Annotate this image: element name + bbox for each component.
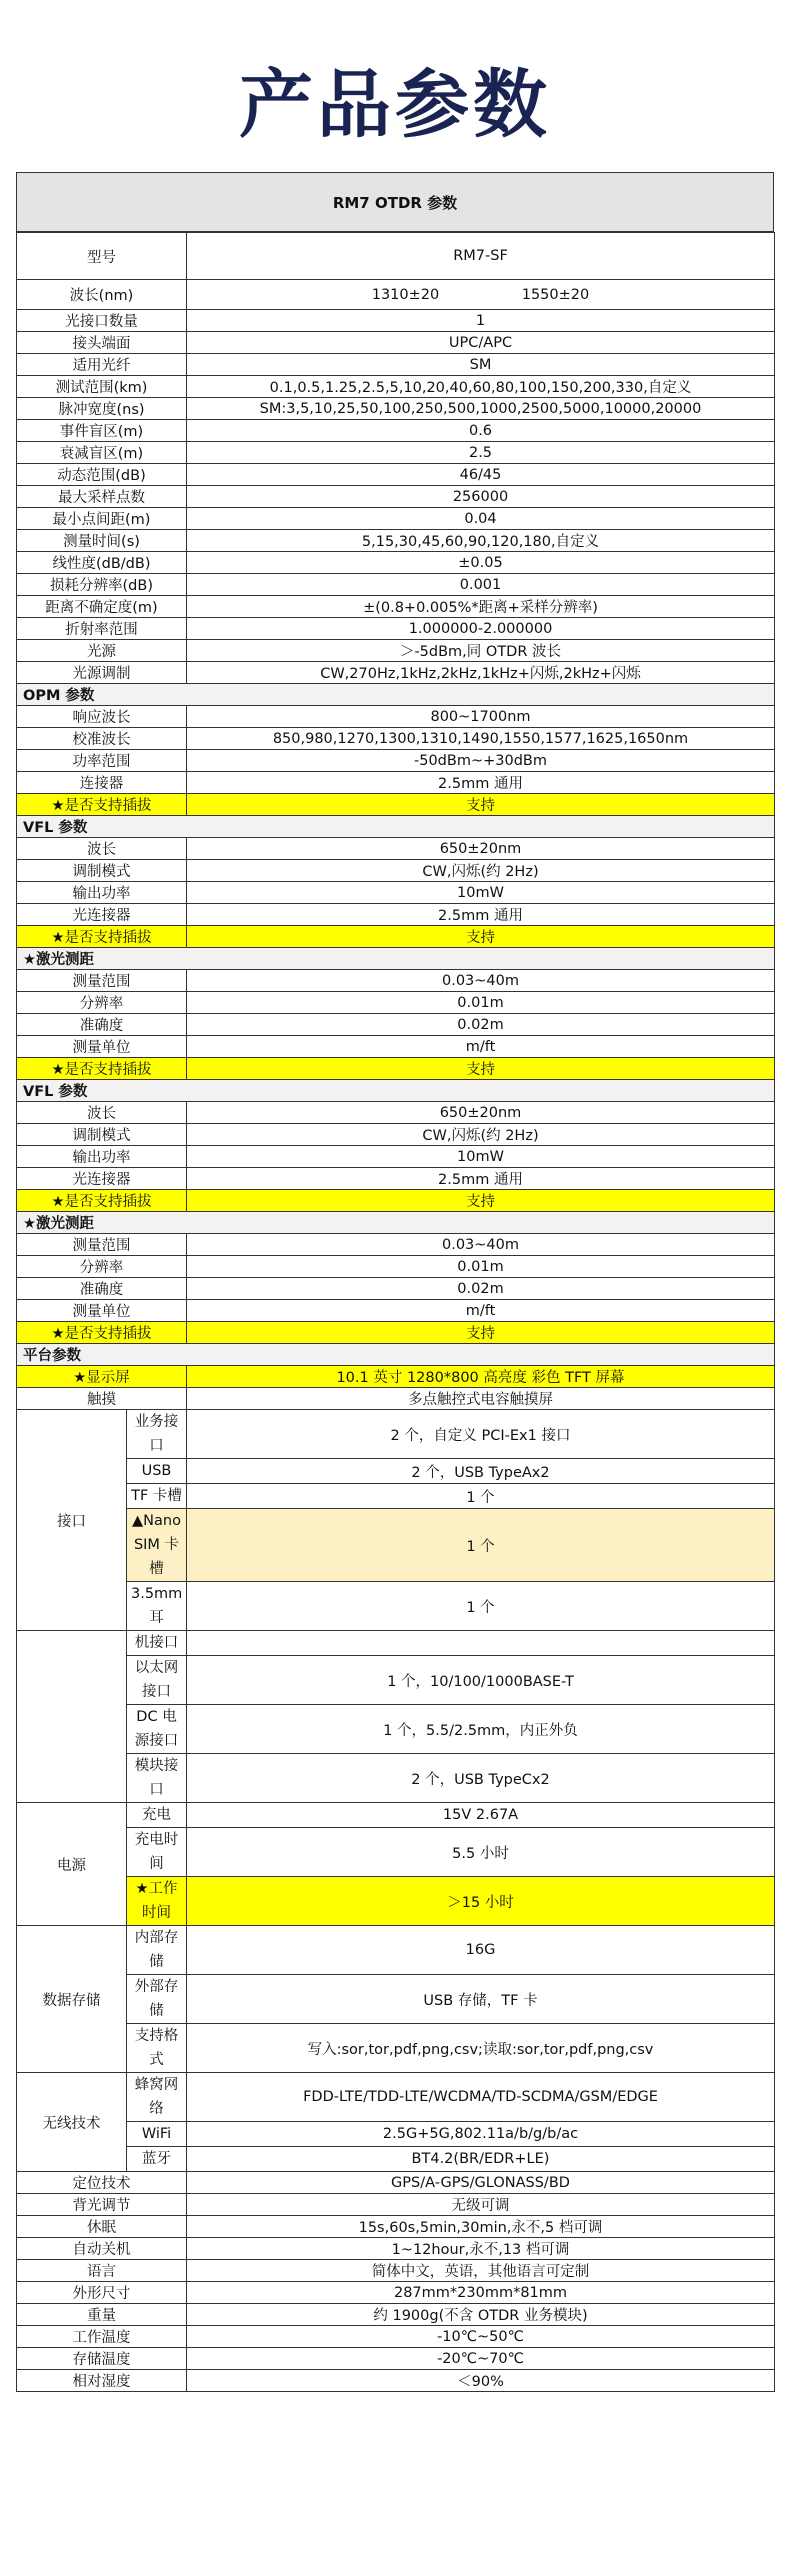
param-value: 5,15,30,45,60,90,120,180,自定义: [187, 530, 775, 552]
param-value: 1 个: [187, 1484, 775, 1509]
param-value: 650±20nm: [187, 1102, 775, 1124]
param-value: CW,270Hz,1kHz,2kHz,1kHz+闪烁,2kHz+闪烁: [187, 662, 775, 684]
table-row: [17, 1278, 775, 1300]
param-value: 0.04: [187, 508, 775, 530]
table-row: [17, 1926, 775, 1975]
wavelength-a: 1310±20: [371, 286, 440, 303]
table-row: [17, 376, 775, 398]
table-row: [17, 552, 775, 574]
group-label: 无线技术: [17, 2073, 127, 2172]
param-value: 10mW: [187, 882, 775, 904]
table-row: [17, 530, 775, 552]
param-value: 1~12hour,永不,13 档可调: [187, 2238, 775, 2260]
table-row: [17, 2348, 775, 2370]
param-value: -50dBm~+30dBm: [187, 750, 775, 772]
param-label: 背光调节: [17, 2194, 187, 2216]
param-value: 支持: [187, 1190, 775, 1212]
param-label: 调制模式: [17, 860, 187, 882]
param-label: 测试范围(km): [17, 376, 187, 398]
param-label: 分辨率: [17, 992, 187, 1014]
group-label: 数据存储: [17, 1926, 127, 2073]
sub-label: ▲Nano SIM 卡槽: [127, 1509, 187, 1582]
param-value: 支持: [187, 926, 775, 948]
param-value: 支持: [187, 1322, 775, 1344]
param-value: 0.6: [187, 420, 775, 442]
param-value: 650±20nm: [187, 838, 775, 860]
table-row: [17, 838, 775, 860]
param-value: 2.5G+5G,802.11a/b/g/b/ac: [187, 2122, 775, 2147]
sub-label: 机接口: [127, 1631, 187, 1656]
sub-label: 3.5mm 耳: [127, 1582, 187, 1631]
param-label: 光接口数量: [17, 310, 187, 332]
param-value: ±(0.8+0.005%*距离+采样分辨率): [187, 596, 775, 618]
table-row: [17, 728, 775, 750]
param-label: 存储温度: [17, 2348, 187, 2370]
param-value: 287mm*230mm*81mm: [187, 2282, 775, 2304]
param-value: 多点触控式电容触摸屏: [187, 1388, 775, 1410]
sub-label: TF 卡槽: [127, 1484, 187, 1509]
param-label: 输出功率: [17, 882, 187, 904]
table-row: [17, 1877, 775, 1926]
param-label: 脉冲宽度(ns): [17, 398, 187, 420]
param-label: 测量范围: [17, 970, 187, 992]
param-label: 波长(nm): [17, 280, 187, 310]
wavelength-b: 1550±20: [521, 286, 590, 303]
table-row: [17, 508, 775, 530]
param-label: 测量范围: [17, 1234, 187, 1256]
table-row: [17, 640, 775, 662]
param-label: 定位技术: [17, 2172, 187, 2194]
param-label: 测量单位: [17, 1300, 187, 1322]
table-row: [17, 1168, 775, 1190]
table-row: [17, 1014, 775, 1036]
param-value: 0.03~40m: [187, 970, 775, 992]
param-value: -20℃~70℃: [187, 2348, 775, 2370]
table-row: [17, 2147, 775, 2172]
param-value: ±0.05: [187, 552, 775, 574]
table-row: [17, 354, 775, 376]
sub-label: DC 电源接口: [127, 1705, 187, 1754]
param-value: 1 个，5.5/2.5mm，内正外负: [187, 1705, 775, 1754]
param-value: ＜90%: [187, 2370, 775, 2392]
param-value: 2 个，自定义 PCI-Ex1 接口: [187, 1410, 775, 1459]
table-row: [17, 280, 775, 310]
param-value: 5.5 小时: [187, 1828, 775, 1877]
table-row: [17, 816, 775, 838]
param-value: [187, 280, 775, 310]
param-label: 校准波长: [17, 728, 187, 750]
sub-label: ★工作时间: [127, 1877, 187, 1926]
param-label: ★是否支持插拔: [17, 794, 187, 816]
table-row: [17, 442, 775, 464]
param-label: 距离不确定度(m): [17, 596, 187, 618]
table-row: [17, 1344, 775, 1366]
param-value: 0.02m: [187, 1278, 775, 1300]
sub-label: 支持格式: [127, 2024, 187, 2073]
table-row: [17, 310, 775, 332]
param-value: RM7-SF: [187, 233, 775, 280]
param-value: UPC/APC: [187, 332, 775, 354]
param-value: CW,闪烁(约 2Hz): [187, 860, 775, 882]
param-value: USB 存储，TF 卡: [187, 1975, 775, 2024]
param-value: ＞-5dBm,同 OTDR 波长: [187, 640, 775, 662]
param-value: 0.03~40m: [187, 1234, 775, 1256]
section-title: OPM 参数: [17, 684, 775, 706]
table-row: [17, 398, 775, 420]
section-title: VFL 参数: [17, 816, 775, 838]
param-label: 响应波长: [17, 706, 187, 728]
table-row: [17, 2304, 775, 2326]
param-label: 光连接器: [17, 904, 187, 926]
table-row: [17, 1388, 775, 1410]
table-row: [17, 1484, 775, 1509]
param-label: 外形尺寸: [17, 2282, 187, 2304]
param-value: 256000: [187, 486, 775, 508]
table-row: [17, 772, 775, 794]
table-row: [17, 464, 775, 486]
param-label: 自动关机: [17, 2238, 187, 2260]
sub-label: 蓝牙: [127, 2147, 187, 2172]
param-value: [187, 1631, 775, 1656]
table-row: [17, 1256, 775, 1278]
param-label: 波长: [17, 838, 187, 860]
table-row: [17, 706, 775, 728]
table-row: [17, 1146, 775, 1168]
param-label: 动态范围(dB): [17, 464, 187, 486]
table-header: RM7 OTDR 参数: [16, 172, 774, 232]
table-row: [17, 420, 775, 442]
param-label: 准确度: [17, 1014, 187, 1036]
param-value: 2.5: [187, 442, 775, 464]
table-row: [17, 948, 775, 970]
param-value: 0.02m: [187, 1014, 775, 1036]
table-row: [17, 2122, 775, 2147]
sub-label: 业务接口: [127, 1410, 187, 1459]
table-row: [17, 596, 775, 618]
sub-label: 蜂窝网络: [127, 2073, 187, 2122]
param-value: 800~1700nm: [187, 706, 775, 728]
param-value: 10.1 英寸 1280*800 高亮度 彩色 TFT 屏幕: [187, 1366, 775, 1388]
group-label: [17, 1631, 127, 1803]
table-row: [17, 904, 775, 926]
table-row: [17, 1234, 775, 1256]
param-label: 输出功率: [17, 1146, 187, 1168]
param-label: 相对湿度: [17, 2370, 187, 2392]
param-label: 衰减盲区(m): [17, 442, 187, 464]
table-row: [17, 2260, 775, 2282]
param-label: 光连接器: [17, 1168, 187, 1190]
table-row: [17, 970, 775, 992]
table-row: [17, 574, 775, 596]
param-value: 2.5mm 通用: [187, 772, 775, 794]
param-value: 支持: [187, 1058, 775, 1080]
param-label: 准确度: [17, 1278, 187, 1300]
param-label: 折射率范围: [17, 618, 187, 640]
param-label: ★是否支持插拔: [17, 926, 187, 948]
table-row: [17, 1828, 775, 1877]
param-value: 1 个，10/100/1000BASE-T: [187, 1656, 775, 1705]
section-title: ★激光测距: [17, 1212, 775, 1234]
table-row: [17, 332, 775, 354]
param-value: 1: [187, 310, 775, 332]
param-value: SM: [187, 354, 775, 376]
param-label: 型号: [17, 233, 187, 280]
param-label: 语言: [17, 2260, 187, 2282]
table-row: [17, 992, 775, 1014]
param-label: 触摸: [17, 1388, 187, 1410]
sub-label: 充电时间: [127, 1828, 187, 1877]
param-value: 约 1900g(不含 OTDR 业务模块): [187, 2304, 775, 2326]
param-value: 1 个: [187, 1509, 775, 1582]
param-label: 连接器: [17, 772, 187, 794]
param-label: ★显示屏: [17, 1366, 187, 1388]
table-row: [17, 1058, 775, 1080]
param-value: 15s,60s,5min,30min,永不,5 档可调: [187, 2216, 775, 2238]
table-row: [17, 2370, 775, 2392]
table-row: [17, 1124, 775, 1146]
param-label: ★是否支持插拔: [17, 1058, 187, 1080]
param-label: 接头端面: [17, 332, 187, 354]
table-row: [17, 926, 775, 948]
table-row: [17, 1036, 775, 1058]
table-row: [17, 1212, 775, 1234]
param-value: CW,闪烁(约 2Hz): [187, 1124, 775, 1146]
table-row: [17, 1631, 775, 1656]
param-value: m/ft: [187, 1036, 775, 1058]
table-row: [17, 1705, 775, 1754]
param-label: 最大采样点数: [17, 486, 187, 508]
param-value: 无级可调: [187, 2194, 775, 2216]
table-row: [17, 1509, 775, 1582]
param-label: ★是否支持插拔: [17, 1190, 187, 1212]
param-label: 损耗分辨率(dB): [17, 574, 187, 596]
param-value: BT4.2(BR/EDR+LE): [187, 2147, 775, 2172]
table-row: [17, 618, 775, 640]
table-row: [17, 1102, 775, 1124]
param-value: GPS/A-GPS/GLONASS/BD: [187, 2172, 775, 2194]
table-row: [17, 1459, 775, 1484]
table-row: [17, 2216, 775, 2238]
param-value: 写入:sor,tor,pdf,png,csv;读取:sor,tor,pdf,png,csv: [187, 2024, 775, 2073]
section-title: 平台参数: [17, 1344, 775, 1366]
param-value: 2.5mm 通用: [187, 1168, 775, 1190]
param-label: 线性度(dB/dB): [17, 552, 187, 574]
sub-label: 内部存储: [127, 1926, 187, 1975]
table-row: [17, 882, 775, 904]
param-label: 工作温度: [17, 2326, 187, 2348]
sub-label: 模块接口: [127, 1754, 187, 1803]
table-row: [17, 2326, 775, 2348]
param-value: ＞15 小时: [187, 1877, 775, 1926]
param-label: 最小点间距(m): [17, 508, 187, 530]
param-value: 2 个，USB TypeCx2: [187, 1754, 775, 1803]
param-value: 850,980,1270,1300,1310,1490,1550,1577,1625,1650nm: [187, 728, 775, 750]
table-row: [17, 794, 775, 816]
table-row: [17, 684, 775, 706]
section-title: VFL 参数: [17, 1080, 775, 1102]
param-value: 15V 2.67A: [187, 1803, 775, 1828]
param-value: FDD-LTE/TDD-LTE/WCDMA/TD-SCDMA/GSM/EDGE: [187, 2073, 775, 2122]
sub-label: WiFi: [127, 2122, 187, 2147]
param-value: 1.000000-2.000000: [187, 618, 775, 640]
param-label: 重量: [17, 2304, 187, 2326]
param-label: 功率范围: [17, 750, 187, 772]
param-value: 16G: [187, 1926, 775, 1975]
param-value: 0.1,0.5,1.25,2.5,5,10,20,40,60,80,100,150,200,330,自定义: [187, 376, 775, 398]
param-label: ★是否支持插拔: [17, 1322, 187, 1344]
sub-label: USB: [127, 1459, 187, 1484]
table-row: [17, 662, 775, 684]
spec-table: [16, 232, 775, 2392]
param-label: 光源: [17, 640, 187, 662]
param-value: 简体中文，英语，其他语言可定制: [187, 2260, 775, 2282]
table-row: [17, 1410, 775, 1459]
table-row: [17, 1754, 775, 1803]
group-label: 接口: [17, 1410, 127, 1631]
param-value: 46/45: [187, 464, 775, 486]
param-value: -10℃~50℃: [187, 2326, 775, 2348]
table-row: [17, 2172, 775, 2194]
table-row: [17, 2282, 775, 2304]
table-row: [17, 2073, 775, 2122]
table-row: [17, 486, 775, 508]
table-row: [17, 750, 775, 772]
table-row: [17, 1300, 775, 1322]
param-value: 2.5mm 通用: [187, 904, 775, 926]
param-label: 分辨率: [17, 1256, 187, 1278]
sub-label: 以太网接口: [127, 1656, 187, 1705]
page-title: 产品参数: [239, 62, 551, 148]
param-label: 事件盲区(m): [17, 420, 187, 442]
param-label: 光源调制: [17, 662, 187, 684]
table-row: [17, 1322, 775, 1344]
table-row: [17, 2238, 775, 2260]
param-value: 0.001: [187, 574, 775, 596]
table-row: [17, 1190, 775, 1212]
param-value: SM:3,5,10,25,50,100,250,500,1000,2500,5000,10000,20000: [187, 398, 775, 420]
param-label: 测量时间(s): [17, 530, 187, 552]
param-value: m/ft: [187, 1300, 775, 1322]
group-label: 电源: [17, 1803, 127, 1926]
param-label: 测量单位: [17, 1036, 187, 1058]
table-row: [17, 2194, 775, 2216]
param-value: 10mW: [187, 1146, 775, 1168]
param-label: 调制模式: [17, 1124, 187, 1146]
param-label: 休眠: [17, 2216, 187, 2238]
param-value: 1 个: [187, 1582, 775, 1631]
table-row: [17, 1366, 775, 1388]
table-row: [17, 860, 775, 882]
table-row: [17, 1080, 775, 1102]
sub-label: 充电: [127, 1803, 187, 1828]
param-value: 0.01m: [187, 1256, 775, 1278]
param-value: 2 个，USB TypeAx2: [187, 1459, 775, 1484]
table-row: [17, 1582, 775, 1631]
table-row: [17, 1803, 775, 1828]
param-value: 支持: [187, 794, 775, 816]
sub-label: 外部存储: [127, 1975, 187, 2024]
table-row: [17, 1975, 775, 2024]
table-row: [17, 1656, 775, 1705]
section-title: ★激光测距: [17, 948, 775, 970]
param-label: 波长: [17, 1102, 187, 1124]
param-label: 适用光纤: [17, 354, 187, 376]
table-row: [17, 2024, 775, 2073]
param-value: 0.01m: [187, 992, 775, 1014]
table-row: [17, 233, 775, 280]
